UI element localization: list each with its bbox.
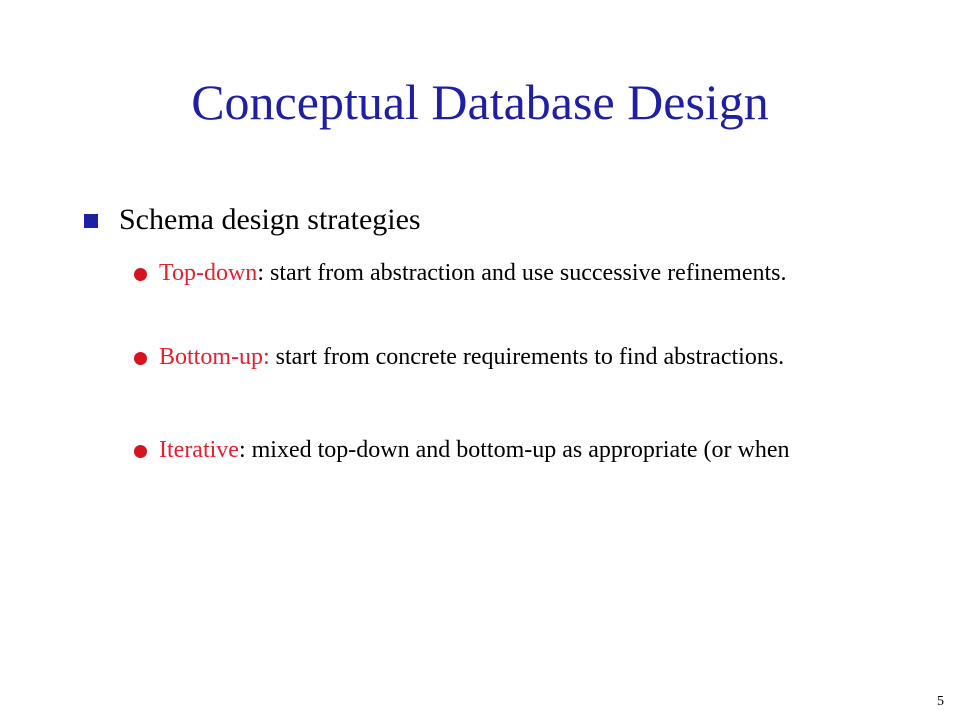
bullet-text: Schema design strategies xyxy=(119,203,421,236)
square-bullet-icon xyxy=(84,214,98,228)
sub-bullet-text: : mixed top-down and bottom-up as appropriate (or when xyxy=(238,437,790,463)
round-bullet-icon xyxy=(134,445,147,458)
sub-bullet-body xyxy=(159,256,894,290)
sub-bullet-body xyxy=(159,340,894,374)
term-top-down: Top-down xyxy=(159,260,258,286)
term-iterative: Iterative xyxy=(159,437,239,463)
page-number: 5 xyxy=(937,694,944,709)
sub-bullet-body xyxy=(159,433,894,467)
term-bottom-up: Bottom-up: xyxy=(159,344,270,370)
round-bullet-icon xyxy=(134,352,147,365)
sub-bullet-text: start from concrete requirements to find abstractions. xyxy=(269,344,785,370)
slide-title: Conceptual Database Design xyxy=(191,74,769,130)
sub-bullet-text: : start from abstraction and use successive refinements. xyxy=(257,260,787,286)
round-bullet-icon xyxy=(134,268,147,281)
